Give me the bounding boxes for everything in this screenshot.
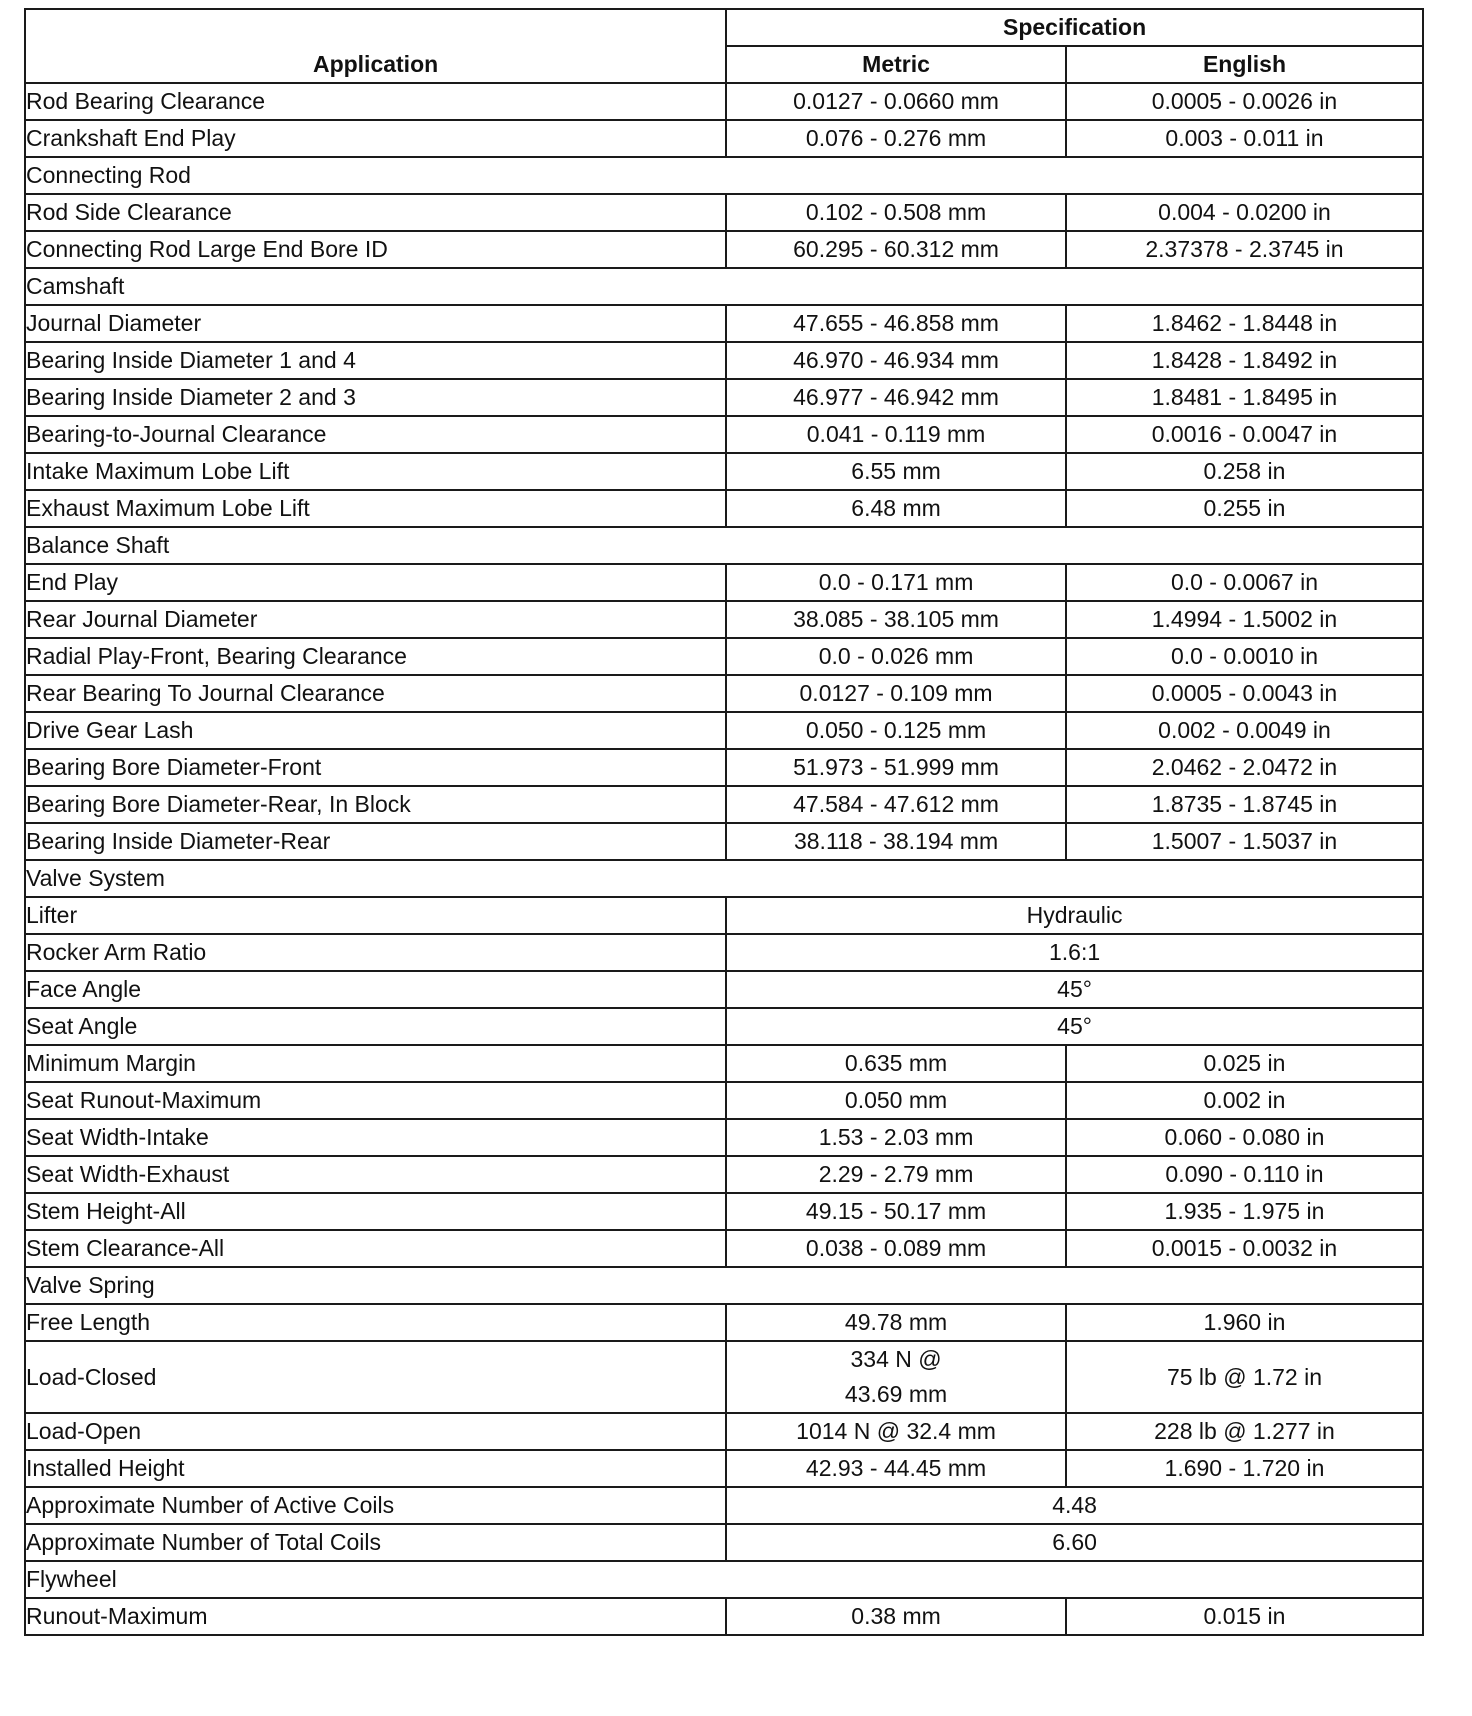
header-specification: Specification bbox=[726, 9, 1423, 46]
english-cell: 1.5007 - 1.5037 in bbox=[1066, 823, 1423, 860]
table-row bbox=[25, 120, 1423, 157]
english-cell: 1.8462 - 1.8448 in bbox=[1066, 305, 1423, 342]
metric-cell: 0.050 - 0.125 mm bbox=[726, 712, 1066, 749]
application-cell: Seat Width-Intake bbox=[25, 1119, 726, 1156]
section-title: Flywheel bbox=[25, 1561, 1423, 1598]
header-row-top bbox=[25, 9, 1423, 46]
metric-cell: 1.53 - 2.03 mm bbox=[726, 1119, 1066, 1156]
section-row bbox=[25, 1267, 1423, 1304]
english-cell: 2.0462 - 2.0472 in bbox=[1066, 749, 1423, 786]
table-row bbox=[25, 1119, 1423, 1156]
table-row bbox=[25, 712, 1423, 749]
application-cell: Free Length bbox=[25, 1304, 726, 1341]
section-row bbox=[25, 1561, 1423, 1598]
application-cell: Minimum Margin bbox=[25, 1045, 726, 1082]
table-row bbox=[25, 416, 1423, 453]
application-cell: Face Angle bbox=[25, 971, 726, 1008]
table-row bbox=[25, 1008, 1423, 1045]
header-metric: Metric bbox=[726, 46, 1066, 83]
combined-value-cell: 4.48 bbox=[726, 1487, 1423, 1524]
metric-cell bbox=[726, 1341, 1066, 1413]
section-title: Balance Shaft bbox=[25, 527, 1423, 564]
metric-cell: 51.973 - 51.999 mm bbox=[726, 749, 1066, 786]
metric-cell: 0.0127 - 0.109 mm bbox=[726, 675, 1066, 712]
metric-cell: 0.076 - 0.276 mm bbox=[726, 120, 1066, 157]
application-cell: Seat Width-Exhaust bbox=[25, 1156, 726, 1193]
combined-value-cell: 1.6:1 bbox=[726, 934, 1423, 971]
application-cell: Connecting Rod Large End Bore ID bbox=[25, 231, 726, 268]
english-cell: 1.960 in bbox=[1066, 1304, 1423, 1341]
metric-cell: 47.655 - 46.858 mm bbox=[726, 305, 1066, 342]
metric-cell: 60.295 - 60.312 mm bbox=[726, 231, 1066, 268]
metric-cell: 2.29 - 2.79 mm bbox=[726, 1156, 1066, 1193]
metric-line-1: 334 N @ bbox=[850, 1346, 942, 1372]
table-row bbox=[25, 194, 1423, 231]
english-cell: 0.002 - 0.0049 in bbox=[1066, 712, 1423, 749]
metric-cell: 0.0 - 0.171 mm bbox=[726, 564, 1066, 601]
application-cell: End Play bbox=[25, 564, 726, 601]
application-cell: Rear Journal Diameter bbox=[25, 601, 726, 638]
application-cell: Exhaust Maximum Lobe Lift bbox=[25, 490, 726, 527]
english-cell: 0.025 in bbox=[1066, 1045, 1423, 1082]
metric-cell: 47.584 - 47.612 mm bbox=[726, 786, 1066, 823]
metric-cell: 1014 N @ 32.4 mm bbox=[726, 1413, 1066, 1450]
english-cell: 1.4994 - 1.5002 in bbox=[1066, 601, 1423, 638]
section-title: Connecting Rod bbox=[25, 157, 1423, 194]
english-cell: 0.060 - 0.080 in bbox=[1066, 1119, 1423, 1156]
english-cell: 0.0015 - 0.0032 in bbox=[1066, 1230, 1423, 1267]
table-row bbox=[25, 490, 1423, 527]
english-cell: 228 lb @ 1.277 in bbox=[1066, 1413, 1423, 1450]
table-row bbox=[25, 379, 1423, 416]
section-row bbox=[25, 527, 1423, 564]
spec-table-container bbox=[24, 8, 1424, 1636]
header-application: Application bbox=[25, 9, 726, 83]
metric-cell: 46.977 - 46.942 mm bbox=[726, 379, 1066, 416]
english-cell: 0.090 - 0.110 in bbox=[1066, 1156, 1423, 1193]
metric-cell: 6.55 mm bbox=[726, 453, 1066, 490]
table-row bbox=[25, 1341, 1423, 1413]
table-row bbox=[25, 83, 1423, 120]
combined-value-cell: 45° bbox=[726, 1008, 1423, 1045]
english-cell: 0.0016 - 0.0047 in bbox=[1066, 416, 1423, 453]
application-cell: Bearing Bore Diameter-Front bbox=[25, 749, 726, 786]
table-row bbox=[25, 1304, 1423, 1341]
table-row bbox=[25, 638, 1423, 675]
metric-line-2: 43.69 mm bbox=[844, 1381, 948, 1407]
section-title: Valve Spring bbox=[25, 1267, 1423, 1304]
english-cell: 0.0005 - 0.0043 in bbox=[1066, 675, 1423, 712]
application-cell: Rod Bearing Clearance bbox=[25, 83, 726, 120]
metric-cell: 0.0127 - 0.0660 mm bbox=[726, 83, 1066, 120]
application-cell: Journal Diameter bbox=[25, 305, 726, 342]
combined-value-cell: 45° bbox=[726, 971, 1423, 1008]
application-cell: Crankshaft End Play bbox=[25, 120, 726, 157]
application-cell: Runout-Maximum bbox=[25, 1598, 726, 1635]
table-row bbox=[25, 453, 1423, 490]
table-row bbox=[25, 1193, 1423, 1230]
application-cell: Load-Closed bbox=[25, 1341, 726, 1413]
application-cell: Lifter bbox=[25, 897, 726, 934]
table-row bbox=[25, 1487, 1423, 1524]
metric-cell: 0.0 - 0.026 mm bbox=[726, 638, 1066, 675]
section-row bbox=[25, 268, 1423, 305]
english-cell: 0.015 in bbox=[1066, 1598, 1423, 1635]
english-cell: 0.002 in bbox=[1066, 1082, 1423, 1119]
metric-cell: 0.041 - 0.119 mm bbox=[726, 416, 1066, 453]
section-row bbox=[25, 860, 1423, 897]
english-cell: 0.258 in bbox=[1066, 453, 1423, 490]
english-cell: 0.0 - 0.0010 in bbox=[1066, 638, 1423, 675]
application-cell: Rear Bearing To Journal Clearance bbox=[25, 675, 726, 712]
english-cell: 0.004 - 0.0200 in bbox=[1066, 194, 1423, 231]
table-row bbox=[25, 601, 1423, 638]
application-cell: Load-Open bbox=[25, 1413, 726, 1450]
metric-cell: 49.78 mm bbox=[726, 1304, 1066, 1341]
metric-cell: 0.102 - 0.508 mm bbox=[726, 194, 1066, 231]
application-cell: Rod Side Clearance bbox=[25, 194, 726, 231]
metric-cell: 6.48 mm bbox=[726, 490, 1066, 527]
metric-cell: 46.970 - 46.934 mm bbox=[726, 342, 1066, 379]
english-cell: 0.255 in bbox=[1066, 490, 1423, 527]
metric-cell: 0.38 mm bbox=[726, 1598, 1066, 1635]
application-cell: Rocker Arm Ratio bbox=[25, 934, 726, 971]
table-row bbox=[25, 934, 1423, 971]
metric-cell: 49.15 - 50.17 mm bbox=[726, 1193, 1066, 1230]
english-cell: 0.003 - 0.011 in bbox=[1066, 120, 1423, 157]
application-cell: Seat Runout-Maximum bbox=[25, 1082, 726, 1119]
application-cell: Radial Play-Front, Bearing Clearance bbox=[25, 638, 726, 675]
combined-value-cell: Hydraulic bbox=[726, 897, 1423, 934]
section-title: Valve System bbox=[25, 860, 1423, 897]
english-cell: 1.8481 - 1.8495 in bbox=[1066, 379, 1423, 416]
specification-table bbox=[24, 8, 1424, 1636]
application-cell: Bearing Inside Diameter 2 and 3 bbox=[25, 379, 726, 416]
application-cell: Bearing Inside Diameter-Rear bbox=[25, 823, 726, 860]
header-english: English bbox=[1066, 46, 1423, 83]
application-cell: Approximate Number of Active Coils bbox=[25, 1487, 726, 1524]
table-row bbox=[25, 1082, 1423, 1119]
application-cell: Approximate Number of Total Coils bbox=[25, 1524, 726, 1561]
application-cell: Seat Angle bbox=[25, 1008, 726, 1045]
application-cell: Bearing Inside Diameter 1 and 4 bbox=[25, 342, 726, 379]
table-row bbox=[25, 1045, 1423, 1082]
table-row bbox=[25, 564, 1423, 601]
table-row bbox=[25, 1524, 1423, 1561]
metric-cell: 38.085 - 38.105 mm bbox=[726, 601, 1066, 638]
table-row bbox=[25, 1156, 1423, 1193]
spec-table-body bbox=[25, 83, 1423, 1635]
table-row bbox=[25, 971, 1423, 1008]
english-cell: 2.37378 - 2.3745 in bbox=[1066, 231, 1423, 268]
table-row bbox=[25, 1450, 1423, 1487]
table-row bbox=[25, 749, 1423, 786]
table-row bbox=[25, 786, 1423, 823]
application-cell: Drive Gear Lash bbox=[25, 712, 726, 749]
english-cell: 75 lb @ 1.72 in bbox=[1066, 1341, 1423, 1413]
table-row bbox=[25, 823, 1423, 860]
section-title: Camshaft bbox=[25, 268, 1423, 305]
metric-cell: 38.118 - 38.194 mm bbox=[726, 823, 1066, 860]
application-cell: Stem Height-All bbox=[25, 1193, 726, 1230]
table-row bbox=[25, 342, 1423, 379]
english-cell: 1.8428 - 1.8492 in bbox=[1066, 342, 1423, 379]
metric-cell: 0.050 mm bbox=[726, 1082, 1066, 1119]
english-cell: 0.0005 - 0.0026 in bbox=[1066, 83, 1423, 120]
application-cell: Bearing-to-Journal Clearance bbox=[25, 416, 726, 453]
table-row bbox=[25, 1598, 1423, 1635]
table-row bbox=[25, 1230, 1423, 1267]
section-row bbox=[25, 157, 1423, 194]
application-cell: Bearing Bore Diameter-Rear, In Block bbox=[25, 786, 726, 823]
english-cell: 1.935 - 1.975 in bbox=[1066, 1193, 1423, 1230]
english-cell: 1.690 - 1.720 in bbox=[1066, 1450, 1423, 1487]
application-cell: Stem Clearance-All bbox=[25, 1230, 726, 1267]
table-row bbox=[25, 1413, 1423, 1450]
combined-value-cell: 6.60 bbox=[726, 1524, 1423, 1561]
table-row bbox=[25, 675, 1423, 712]
table-row bbox=[25, 305, 1423, 342]
english-cell: 0.0 - 0.0067 in bbox=[1066, 564, 1423, 601]
metric-cell: 0.038 - 0.089 mm bbox=[726, 1230, 1066, 1267]
english-cell: 1.8735 - 1.8745 in bbox=[1066, 786, 1423, 823]
metric-cell: 0.635 mm bbox=[726, 1045, 1066, 1082]
application-cell: Intake Maximum Lobe Lift bbox=[25, 453, 726, 490]
table-row bbox=[25, 897, 1423, 934]
metric-cell: 42.93 - 44.45 mm bbox=[726, 1450, 1066, 1487]
application-cell: Installed Height bbox=[25, 1450, 726, 1487]
table-row bbox=[25, 231, 1423, 268]
